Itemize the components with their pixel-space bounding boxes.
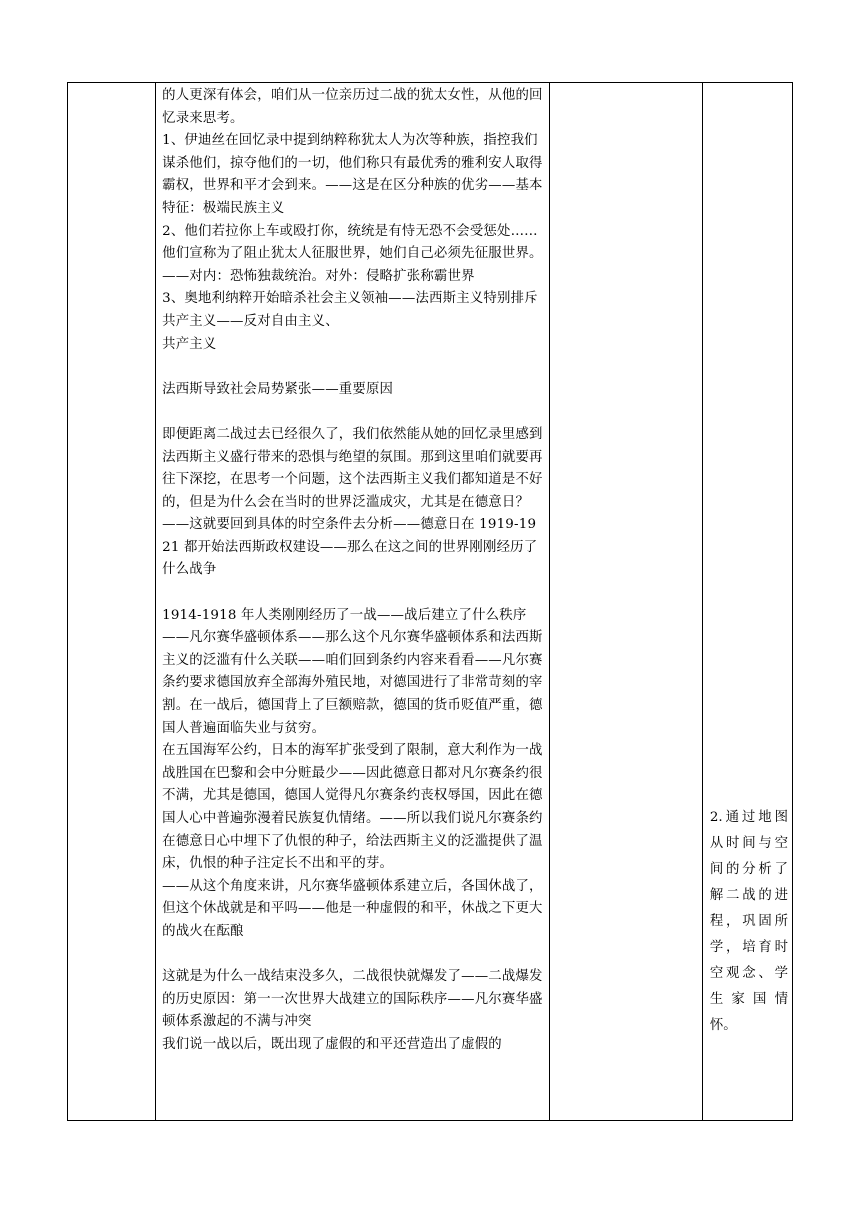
lesson-plan-table [67, 82, 793, 1121]
paragraph-spacer [162, 356, 543, 379]
student-activity-cell [549, 83, 702, 1121]
paragraph: 即便距离二战过去已经很久了，我们依然能从她的回忆录里感到法西斯主义盛行带来的恐惧与绝望的氛围。那到这里咱们就要再往下深挖，在思考一个问题，这个法西斯主义我们都知道是不好的，但是为什么会在当时的世界泛滥成灾，尤其是在德意日？——这就要回到具体的时空条件去分析——德意日在 1919-1921 都开始法西斯政权建设——那么在这之间的世界刚刚经历了什么战争 [162, 426, 543, 578]
teacher-activity-cell [156, 83, 550, 1121]
teaching-stage-cell [68, 83, 156, 1121]
paragraph: 1、伊迪丝在回忆录中提到纳粹称犹太人为次等种族，指控我们谋杀他们，掠夺他们的一切，他们称只有最优秀的雅利安人取得霸权，世界和平才会到来。——这是在区分种族的优劣——基本特征：极端民族主义 [162, 133, 543, 216]
paragraph: 3、奥地利纳粹开始暗杀社会主义领袖——法西斯主义特别排斥共产主义——反对自由主义、 [162, 291, 538, 329]
paragraph: 2、他们若拉你上车或殴打你，统统是有恃无恐不会受惩处……他们宣称为了阻止犹太人征服世界，她们自己必须先征服世界。——对内：恐怖独裁统治。对外：侵略扩张称霸世界 [162, 223, 543, 284]
paragraph: 的人更深有体会，咱们从一位亲历过二战的犹太女性，从他的回忆录来思考。 [162, 88, 543, 126]
table-row [68, 83, 793, 1121]
paragraph: 法西斯导致社会局势紧张——重要原因 [162, 381, 394, 397]
paragraph: 在五国海军公约，日本的海军扩张受到了限制，意大利作为一战战胜国在巴黎和会中分赃最少——因此德意日都对凡尔赛条约很不满，尤其是德国，德国人觉得凡尔赛条约丧权辱国，因此在德国人心中普遍弥漫着民族复仇情绪。——所以我们说凡尔赛条约在德意日心中埋下了仇恨的种子，给法西斯主义的泛滥提供了温床，仇恨的种子注定长不出和平的芽。 [162, 743, 543, 872]
design-intent-cell [702, 83, 792, 1121]
teacher-activity-text [156, 83, 549, 1057]
paragraph-spacer [162, 582, 543, 605]
paragraph: 共产主义 [162, 336, 217, 352]
paragraph: 我们说一战以后，既出现了虚假的和平还营造出了虚假的 [162, 1036, 502, 1052]
paragraph: 这就是为什么一战结束没多久，二战很快就爆发了——二战爆发的历史原因：第一一次世界大战建立的国际秩序——凡尔赛华盛顿体系激起的不满与冲突 [162, 969, 543, 1030]
paragraph-spacer [162, 944, 543, 967]
paragraph: ——从这个角度来讲，凡尔赛华盛顿体系建立后，各国休战了，但这个休战就是和平吗——他是一种虚假的和平，休战之下更大的战火在酝酿 [162, 878, 543, 939]
design-intent-text: 2.通过地图从时间与空间的分析了解二战的进程，巩固所学，培育时空观念、学生家国情怀。 [709, 810, 788, 1033]
paragraph: 1914-1918 年人类刚刚经历了一战——战后建立了什么秩序——凡尔赛华盛顿体系——那么这个凡尔赛华盛顿体系和法西斯主义的泛滥有什么关联——咱们回到条约内容来看看——凡尔赛条约要求德国放弃全部海外殖民地，对德国进行了非常苛刻的宰割。在一战后，德国背上了巨额赔款，德国的货币贬值严重，德国人普遍面临失业与贫穷。 [162, 607, 543, 736]
paragraph-spacer [162, 401, 543, 424]
